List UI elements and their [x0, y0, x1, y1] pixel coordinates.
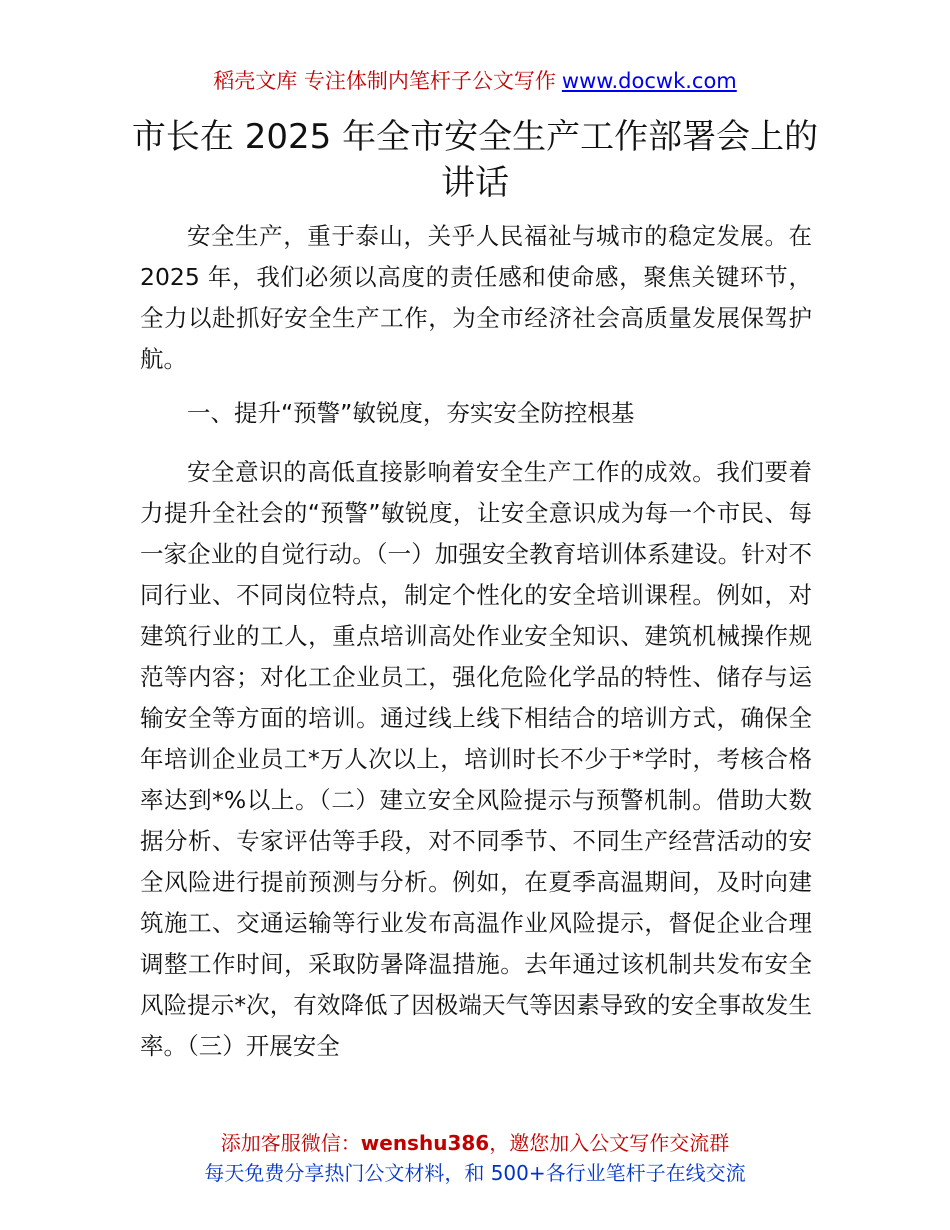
- footer-prefix: 添加客服微信：: [220, 1131, 361, 1155]
- site-url-link[interactable]: www.docwk.com: [561, 69, 737, 93]
- paragraph-section-1: 安全意识的高低直接影响着安全生产工作的成效。我们要着力提升全社会的“预警”敏锐度，让安全意识成为每一个市民、每一家企业的自觉行动。（一）加强安全教育培训体系建设。针对不同行业、不同岗位特点，制定个性化的安全培训课程。例如，对建筑行业的工人，重点培训高处作业安全知识、建筑机械操作规范等内容；对化工企业员工，强化危险化学品的特性、储存与运输安全等方面的培训。通过线上线下相结合的培训方式，确保全年培训企业员工*万人次以上，培训时长不少于*学时，考核合格率达到*%以上。（二）建立安全风险提示与预警机制。借助大数据分析、专家评估等手段，对不同季节、不同生产经营活动的安全风险进行提前预测与分析。例如，在夏季高温期间，及时向建筑施工、交通运输等行业发布高温作业风险提示，督促企业合理调整工作时间，采取防暑降温措施。去年通过该机制共发布安全风险提示*次，有效降低了因极端天气等因素导致的安全事故发生率。（三）开展安全: [140, 458, 812, 1060]
- site-name: 稻壳文库 专注体制内笔杆子公文写作: [213, 69, 556, 93]
- site-header: [0, 64, 950, 98]
- footer-suffix: ，邀您加入公文写作交流群: [489, 1131, 730, 1155]
- document-body: [140, 216, 812, 1067]
- document-title: 市长在 2025 年全市安全生产工作部署会上的讲话: [131, 117, 819, 203]
- promo-footer: [0, 1128, 950, 1188]
- footer-line-1: [0, 1128, 950, 1158]
- wechat-id: wenshu386: [360, 1131, 490, 1155]
- footer-line-2: 每天免费分享热门公文材料，和 500+各行业笔杆子在线交流: [204, 1161, 746, 1185]
- section-heading-1: 一、提升“预警”敏锐度，夯实安全防控根基: [187, 399, 635, 427]
- paragraph-intro: 安全生产，重于泰山，关乎人民福祉与城市的稳定发展。在 2025 年，我们必须以高度的责任感和使命感，聚焦关键环节，全力以赴抓好安全生产工作，为全市经济社会高质量发展保驾护航。: [140, 222, 812, 373]
